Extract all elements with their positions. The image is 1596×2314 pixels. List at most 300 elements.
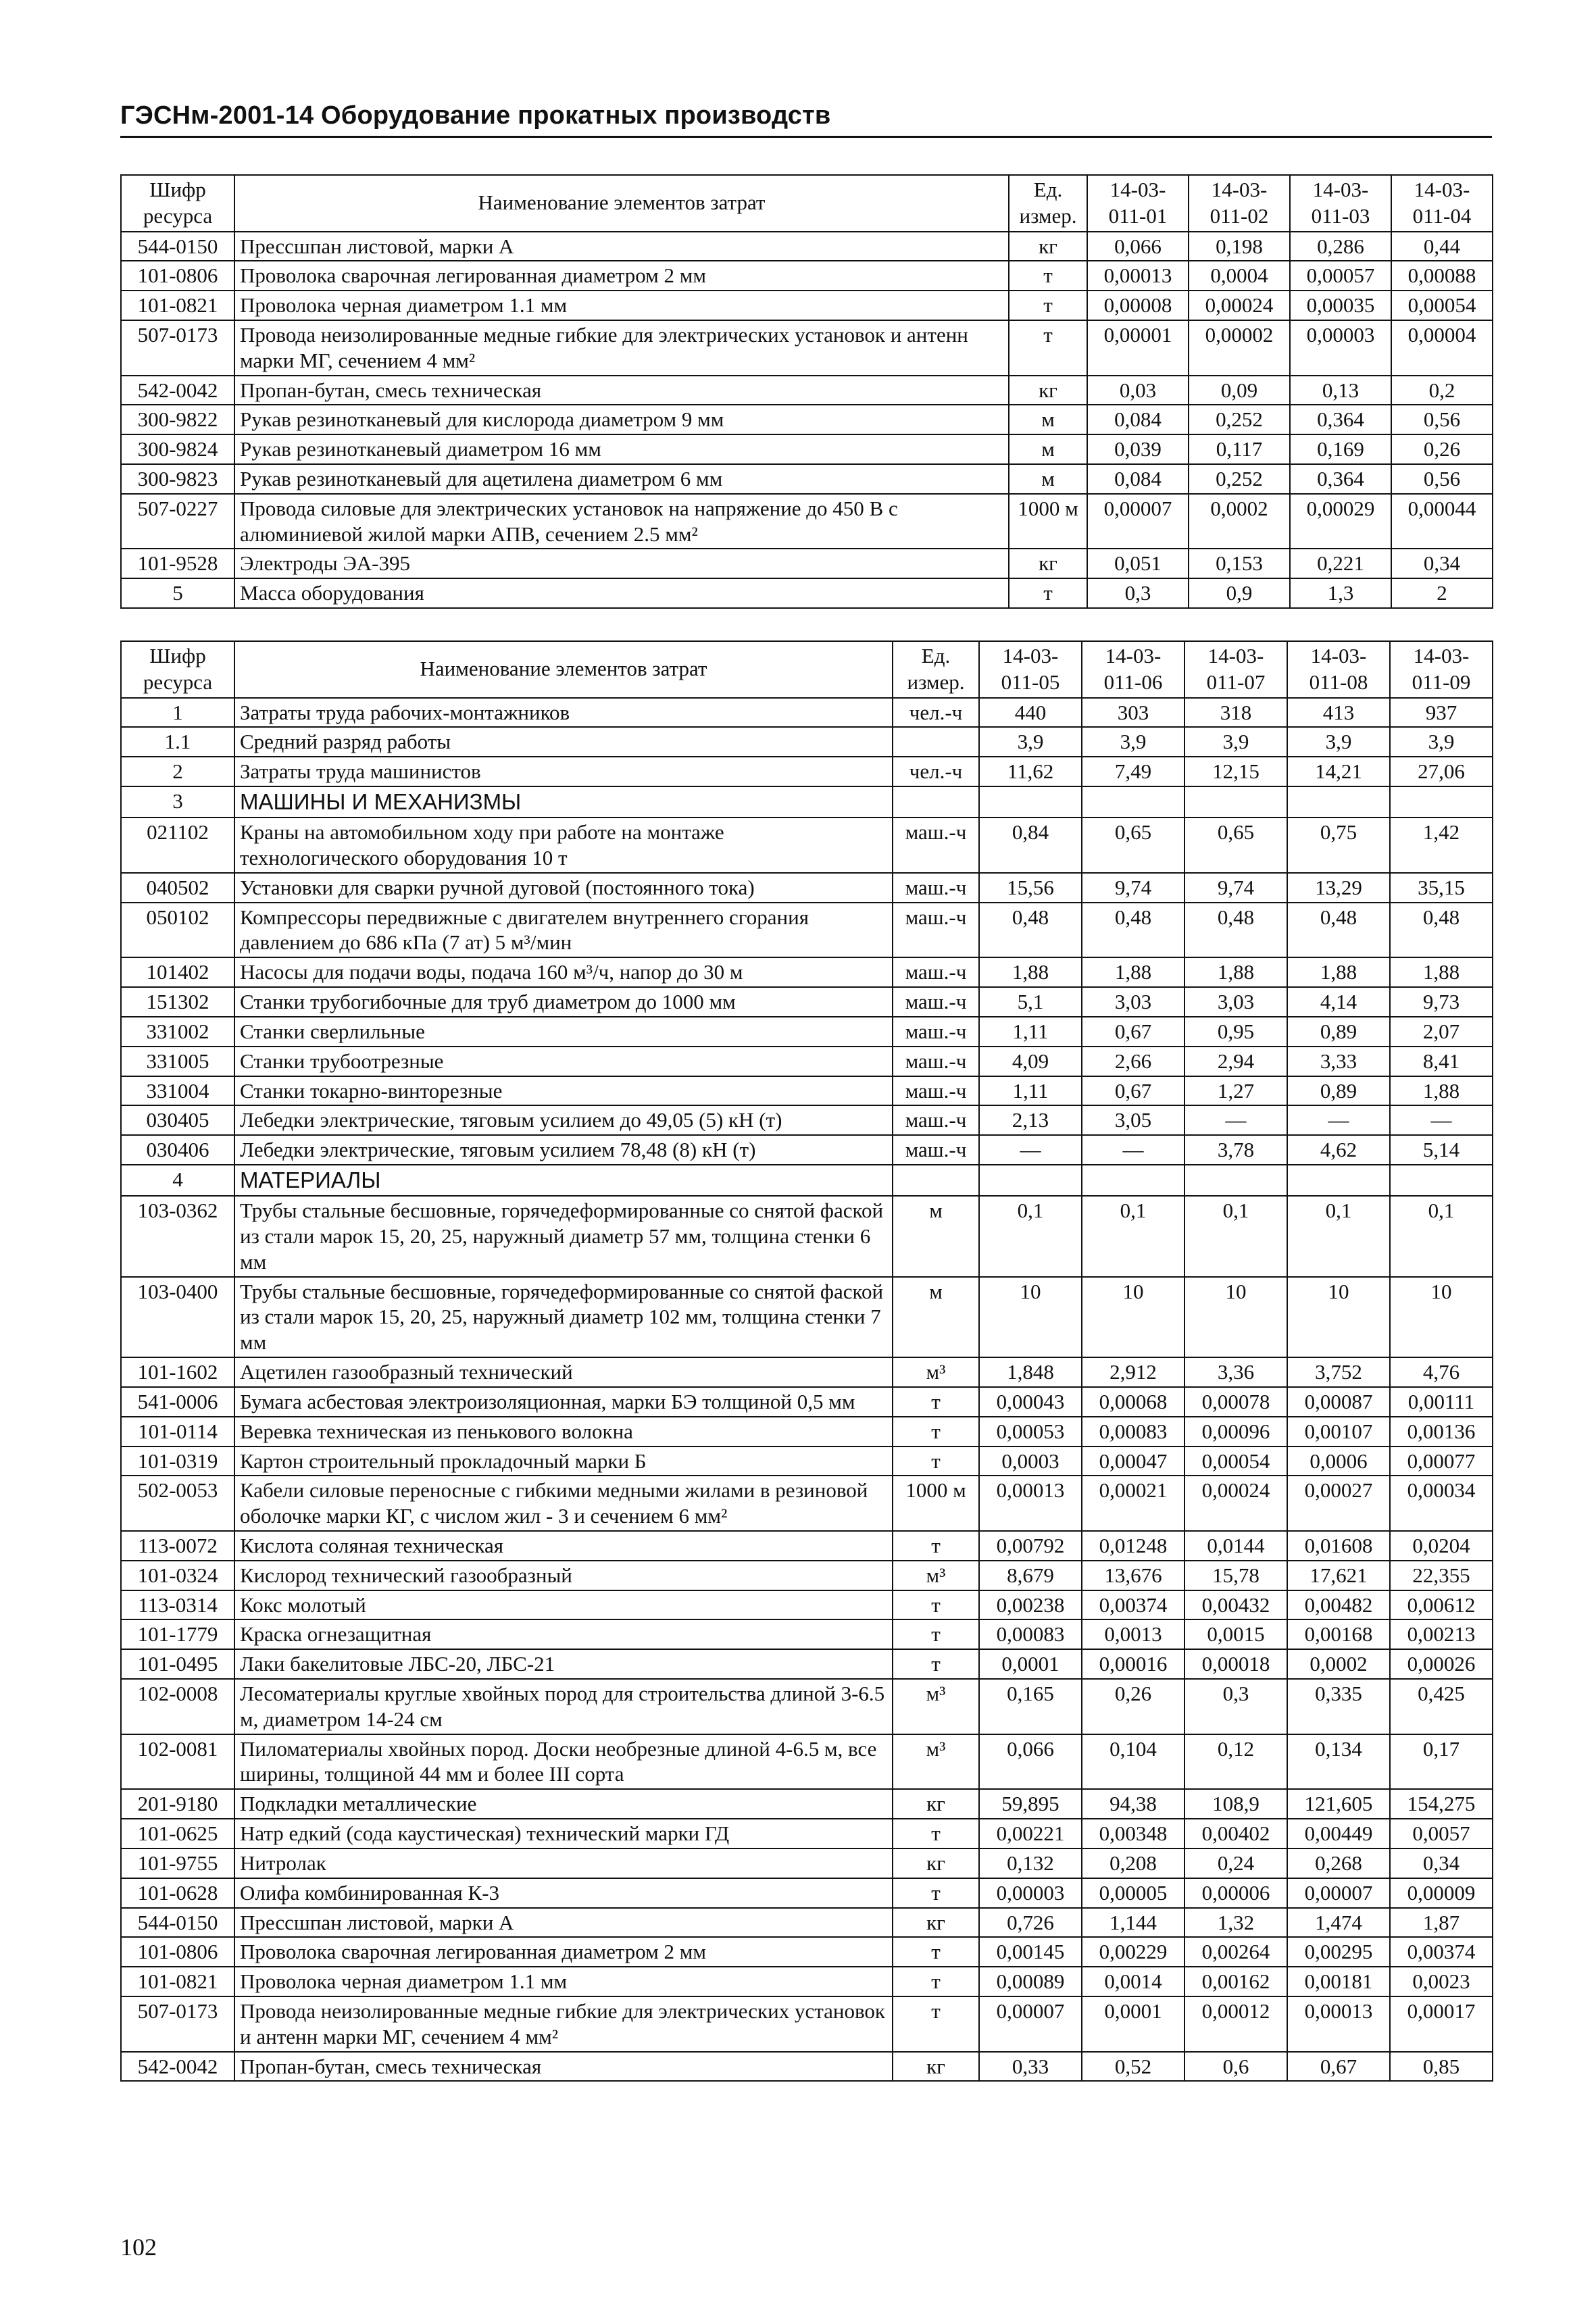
resource-name: Краны на автомобильном ходу при работе на монтаже технологического оборудования 10 т bbox=[234, 818, 893, 873]
table-row bbox=[121, 1357, 1493, 1387]
resource-table-1 bbox=[120, 174, 1493, 609]
value-cell: 0,67 bbox=[1287, 2052, 1390, 2082]
value-cell: 0,56 bbox=[1391, 464, 1493, 494]
value-cell: 27,06 bbox=[1390, 757, 1493, 786]
value-cell: 0,09 bbox=[1189, 376, 1290, 405]
value-cell: 0,00006 bbox=[1184, 1878, 1287, 1908]
value-cell: 413 bbox=[1287, 698, 1390, 728]
value-cell: 0,0015 bbox=[1184, 1619, 1287, 1649]
unit-cell: т bbox=[893, 1619, 979, 1649]
unit-cell: м³ bbox=[893, 1679, 979, 1734]
value-cell: 0,00136 bbox=[1390, 1417, 1493, 1447]
unit-cell: м bbox=[1009, 405, 1087, 434]
table-row bbox=[121, 320, 1493, 376]
resource-code: 102-0081 bbox=[121, 1734, 234, 1790]
value-cell: 0,00181 bbox=[1287, 1967, 1390, 1996]
value-cell: 1,88 bbox=[1390, 1076, 1493, 1106]
value-cell: 3,9 bbox=[979, 727, 1082, 757]
column-header-price-code: 14-03-011-06 bbox=[1082, 641, 1184, 698]
unit-cell: кг bbox=[893, 2052, 979, 2082]
unit-cell: м³ bbox=[893, 1357, 979, 1387]
value-cell: 0,00029 bbox=[1290, 494, 1391, 549]
value-cell: 318 bbox=[1184, 698, 1287, 728]
column-header-price-code: 14-03-011-07 bbox=[1184, 641, 1287, 698]
value-cell: 0,1 bbox=[1287, 1196, 1390, 1276]
value-cell: 3,33 bbox=[1287, 1047, 1390, 1076]
resource-code: 040502 bbox=[121, 873, 234, 903]
resource-code: 113-0314 bbox=[121, 1590, 234, 1620]
value-cell: 0,44 bbox=[1391, 232, 1493, 261]
unit-cell: т bbox=[1009, 578, 1087, 608]
resource-name: Провода неизолированные медные гибкие для электрических установок и антенн марки МГ, сечением 4 мм² bbox=[234, 1996, 893, 2052]
value-cell: 0,00077 bbox=[1390, 1447, 1493, 1476]
value-cell: 4,62 bbox=[1287, 1135, 1390, 1165]
unit-cell: т bbox=[893, 1387, 979, 1417]
value-cell: 0,26 bbox=[1082, 1679, 1184, 1734]
value-cell: 0,0002 bbox=[1189, 494, 1290, 549]
value-cell: 0,726 bbox=[979, 1908, 1082, 1938]
value-cell: 0,286 bbox=[1290, 232, 1391, 261]
value-cell: 2 bbox=[1391, 578, 1493, 608]
resource-name: Кокс молотый bbox=[234, 1590, 893, 1620]
value-cell: 0,00047 bbox=[1082, 1447, 1184, 1476]
value-cell: 11,62 bbox=[979, 757, 1082, 786]
table-row bbox=[121, 1387, 1493, 1417]
resource-name: Провода силовые для электрических установок на напряжение до 450 В с алюминиевой жилой марки АПВ, сечением 2.5 мм² bbox=[234, 494, 1009, 549]
unit-cell: маш.-ч bbox=[893, 1135, 979, 1165]
value-cell: 0,34 bbox=[1390, 1848, 1493, 1878]
resource-code: 101-9755 bbox=[121, 1848, 234, 1878]
value-cell: — bbox=[1082, 1135, 1184, 1165]
value-cell: 0,425 bbox=[1390, 1679, 1493, 1734]
value-cell: 0,67 bbox=[1082, 1076, 1184, 1106]
unit-cell: м bbox=[1009, 464, 1087, 494]
value-cell: 1,88 bbox=[1287, 957, 1390, 987]
value-cell bbox=[1287, 1165, 1390, 1196]
value-cell: 937 bbox=[1390, 698, 1493, 728]
value-cell: 0,00044 bbox=[1391, 494, 1493, 549]
unit-cell: кг bbox=[1009, 376, 1087, 405]
value-cell: 0,03 bbox=[1087, 376, 1189, 405]
value-cell: 0,252 bbox=[1189, 464, 1290, 494]
unit-cell: т bbox=[893, 1819, 979, 1848]
table-row bbox=[121, 1649, 1493, 1679]
value-cell: — bbox=[979, 1135, 1082, 1165]
resource-code: 101-1779 bbox=[121, 1619, 234, 1649]
page-title: ГЭСНм-2001-14 Оборудование прокатных производств bbox=[120, 101, 831, 130]
unit-cell: т bbox=[1009, 320, 1087, 376]
value-cell: 0,051 bbox=[1087, 549, 1189, 578]
value-cell: 0,12 bbox=[1184, 1734, 1287, 1790]
table-row bbox=[121, 1590, 1493, 1620]
table-row bbox=[121, 1967, 1493, 1996]
value-cell: 9,74 bbox=[1082, 873, 1184, 903]
value-cell: 0,165 bbox=[979, 1679, 1082, 1734]
resource-name: Лаки бакелитовые ЛБС-20, ЛБС-21 bbox=[234, 1649, 893, 1679]
value-cell: 0,364 bbox=[1290, 405, 1391, 434]
value-cell: 4,14 bbox=[1287, 987, 1390, 1017]
resource-code: 507-0173 bbox=[121, 1996, 234, 2052]
value-cell: 0,00002 bbox=[1189, 320, 1290, 376]
value-cell: 0,1 bbox=[979, 1196, 1082, 1276]
table-row bbox=[121, 1908, 1493, 1938]
value-cell: 0,00482 bbox=[1287, 1590, 1390, 1620]
column-header-price-code: 14-03-011-09 bbox=[1390, 641, 1493, 698]
value-cell: 0,3 bbox=[1184, 1679, 1287, 1734]
unit-cell: м bbox=[893, 1196, 979, 1276]
value-cell: 3,36 bbox=[1184, 1357, 1287, 1387]
value-cell: 0,00007 bbox=[1287, 1878, 1390, 1908]
resource-code: 101402 bbox=[121, 957, 234, 987]
value-cell: 0,2 bbox=[1391, 376, 1493, 405]
table-row bbox=[121, 1447, 1493, 1476]
unit-cell: т bbox=[893, 1878, 979, 1908]
table-row bbox=[121, 1619, 1493, 1649]
resource-name: Олифа комбинированная К-3 bbox=[234, 1878, 893, 1908]
table-body bbox=[121, 698, 1493, 2082]
value-cell: 0,00221 bbox=[979, 1819, 1082, 1848]
table-row bbox=[121, 494, 1493, 549]
unit-cell: т bbox=[893, 1967, 979, 1996]
table-row bbox=[121, 757, 1493, 786]
table-header-row bbox=[121, 175, 1493, 232]
unit-cell: маш.-ч bbox=[893, 1076, 979, 1106]
table-row bbox=[121, 291, 1493, 320]
value-cell: 0,24 bbox=[1184, 1848, 1287, 1878]
table-row bbox=[121, 261, 1493, 291]
unit-cell: м bbox=[893, 1277, 979, 1357]
table-row bbox=[121, 2052, 1493, 2082]
resource-code: 331002 bbox=[121, 1017, 234, 1047]
value-cell: 3,752 bbox=[1287, 1357, 1390, 1387]
value-cell: 9,74 bbox=[1184, 873, 1287, 903]
resource-name: Лебедки электрические, тяговым усилием до 49,05 (5) кН (т) bbox=[234, 1105, 893, 1135]
resource-name: Затраты труда машинистов bbox=[234, 757, 893, 786]
resource-name: Проволока черная диаметром 1.1 мм bbox=[234, 291, 1009, 320]
value-cell: 0,00264 bbox=[1184, 1937, 1287, 1967]
resource-name: Рукав резинотканевый диаметром 16 мм bbox=[234, 434, 1009, 464]
value-cell: 0,13 bbox=[1290, 376, 1391, 405]
resource-code: 103-0400 bbox=[121, 1277, 234, 1357]
value-cell: 0,00168 bbox=[1287, 1619, 1390, 1649]
unit-cell: маш.-ч bbox=[893, 1105, 979, 1135]
value-cell: 0,0013 bbox=[1082, 1619, 1184, 1649]
value-cell: 3,03 bbox=[1184, 987, 1287, 1017]
value-cell: 0,89 bbox=[1287, 1076, 1390, 1106]
table-row bbox=[121, 1196, 1493, 1276]
table-row bbox=[121, 1476, 1493, 1531]
resource-code: 030405 bbox=[121, 1105, 234, 1135]
value-cell: 0,00096 bbox=[1184, 1417, 1287, 1447]
value-cell: 0,95 bbox=[1184, 1017, 1287, 1047]
resource-name: Лесоматериалы круглые хвойных пород для строительства длиной 3-6.5 м, диаметром 14-24 см bbox=[234, 1679, 893, 1734]
value-cell: 5,14 bbox=[1390, 1135, 1493, 1165]
resource-name: Нитролак bbox=[234, 1848, 893, 1878]
resource-name: Компрессоры передвижные с двигателем внутреннего сгорания давлением до 686 кПа (7 ат) 5 м³/мин bbox=[234, 903, 893, 958]
resource-code: 101-0806 bbox=[121, 1937, 234, 1967]
unit-cell: маш.-ч bbox=[893, 873, 979, 903]
unit-cell: 1000 м bbox=[1009, 494, 1087, 549]
resource-code: 300-9824 bbox=[121, 434, 234, 464]
value-cell: 0,65 bbox=[1184, 818, 1287, 873]
table-row bbox=[121, 1679, 1493, 1734]
value-cell: 1,87 bbox=[1390, 1908, 1493, 1938]
value-cell: 0,84 bbox=[979, 818, 1082, 873]
value-cell: 0,00449 bbox=[1287, 1819, 1390, 1848]
resource-name: Проволока сварочная легированная диаметром 2 мм bbox=[234, 1937, 893, 1967]
table-row bbox=[121, 957, 1493, 987]
table-row bbox=[121, 232, 1493, 261]
value-cell: 0,00001 bbox=[1087, 320, 1189, 376]
resource-name: Установки для сварки ручной дуговой (постоянного тока) bbox=[234, 873, 893, 903]
value-cell: 0,104 bbox=[1082, 1734, 1184, 1790]
value-cell: 0,00088 bbox=[1391, 261, 1493, 291]
value-cell: 1,11 bbox=[979, 1017, 1082, 1047]
table-row bbox=[121, 1135, 1493, 1165]
resource-name: Станки токарно-винторезные bbox=[234, 1076, 893, 1106]
value-cell: 0,0001 bbox=[1082, 1996, 1184, 2052]
section-title: МАШИНЫ И МЕХАНИЗМЫ bbox=[234, 786, 893, 818]
table-row bbox=[121, 698, 1493, 728]
value-cell: 0,17 bbox=[1390, 1734, 1493, 1790]
value-cell: 0,221 bbox=[1290, 549, 1391, 578]
value-cell: 0,34 bbox=[1391, 549, 1493, 578]
unit-cell bbox=[893, 727, 979, 757]
resource-name: Масса оборудования bbox=[234, 578, 1009, 608]
value-cell: 0,00018 bbox=[1184, 1649, 1287, 1679]
table-row bbox=[121, 1819, 1493, 1848]
value-cell: 1,88 bbox=[979, 957, 1082, 987]
value-cell: 0,00612 bbox=[1390, 1590, 1493, 1620]
value-cell: — bbox=[1287, 1105, 1390, 1135]
value-cell: 0,00374 bbox=[1390, 1937, 1493, 1967]
resource-code: 507-0227 bbox=[121, 494, 234, 549]
unit-cell: кг bbox=[1009, 232, 1087, 261]
value-cell: 0,00295 bbox=[1287, 1937, 1390, 1967]
value-cell: 1,474 bbox=[1287, 1908, 1390, 1938]
value-cell: 0,00013 bbox=[979, 1476, 1082, 1531]
value-cell: 8,679 bbox=[979, 1561, 1082, 1590]
value-cell bbox=[1390, 786, 1493, 818]
value-cell: 0,56 bbox=[1391, 405, 1493, 434]
unit-cell: маш.-ч bbox=[893, 1047, 979, 1076]
value-cell bbox=[1184, 786, 1287, 818]
table-row bbox=[121, 903, 1493, 958]
value-cell: 0,00068 bbox=[1082, 1387, 1184, 1417]
value-cell: 3,78 bbox=[1184, 1135, 1287, 1165]
value-cell: 0,00021 bbox=[1082, 1476, 1184, 1531]
table-row bbox=[121, 1076, 1493, 1106]
value-cell: 0,00024 bbox=[1184, 1476, 1287, 1531]
unit-cell: м³ bbox=[893, 1561, 979, 1590]
resource-name: Трубы стальные бесшовные, горячедеформированные со снятой фаской из стали марок 15, 20, 25, наружный диаметр 102 мм, толщина стенки 7 мм bbox=[234, 1277, 893, 1357]
unit-cell: маш.-ч bbox=[893, 1017, 979, 1047]
value-cell: 440 bbox=[979, 698, 1082, 728]
column-header-price-code: 14-03-011-08 bbox=[1287, 641, 1390, 698]
value-cell: 1,848 bbox=[979, 1357, 1082, 1387]
resource-code: 541-0006 bbox=[121, 1387, 234, 1417]
column-header-unit: Ед. измер. bbox=[1009, 175, 1087, 232]
resource-name: Подкладки металлические bbox=[234, 1789, 893, 1819]
value-cell: 2,912 bbox=[1082, 1357, 1184, 1387]
resource-name: Пропан-бутан, смесь техническая bbox=[234, 2052, 893, 2082]
resource-code: 021102 bbox=[121, 818, 234, 873]
value-cell: 2,94 bbox=[1184, 1047, 1287, 1076]
value-cell: 0,00007 bbox=[979, 1996, 1082, 2052]
resource-code: 030406 bbox=[121, 1135, 234, 1165]
value-cell: 0,066 bbox=[979, 1734, 1082, 1790]
resource-name: Бумага асбестовая электроизоляционная, марки БЭ толщиной 0,5 мм bbox=[234, 1387, 893, 1417]
value-cell: 1,88 bbox=[1390, 957, 1493, 987]
value-cell: 0,00053 bbox=[979, 1417, 1082, 1447]
unit-cell: м³ bbox=[893, 1734, 979, 1790]
resource-code: 101-1602 bbox=[121, 1357, 234, 1387]
value-cell: 0,208 bbox=[1082, 1848, 1184, 1878]
table-row bbox=[121, 405, 1493, 434]
value-cell: 0,0006 bbox=[1287, 1447, 1390, 1476]
value-cell: 0,00792 bbox=[979, 1531, 1082, 1561]
resource-name: Ацетилен газообразный технический bbox=[234, 1357, 893, 1387]
section-row bbox=[121, 1165, 1493, 1196]
value-cell: 0,65 bbox=[1082, 818, 1184, 873]
resource-table-2 bbox=[120, 640, 1493, 2082]
table-row bbox=[121, 987, 1493, 1017]
value-cell: 0,26 bbox=[1391, 434, 1493, 464]
unit-cell bbox=[893, 786, 979, 818]
value-cell: 0,00083 bbox=[979, 1619, 1082, 1649]
value-cell: 0,6 bbox=[1184, 2052, 1287, 2082]
value-cell: 0,00026 bbox=[1390, 1649, 1493, 1679]
value-cell: 0,33 bbox=[979, 2052, 1082, 2082]
value-cell: 4,09 bbox=[979, 1047, 1082, 1076]
value-cell bbox=[979, 786, 1082, 818]
unit-cell: маш.-ч bbox=[893, 987, 979, 1017]
value-cell: 0,00013 bbox=[1087, 261, 1189, 291]
resource-name: Краска огнезащитная bbox=[234, 1619, 893, 1649]
value-cell: 17,621 bbox=[1287, 1561, 1390, 1590]
value-cell: 0,00003 bbox=[979, 1878, 1082, 1908]
value-cell: 1,27 bbox=[1184, 1076, 1287, 1106]
value-cell: 0,01608 bbox=[1287, 1531, 1390, 1561]
value-cell: 0,134 bbox=[1287, 1734, 1390, 1790]
resource-code: 113-0072 bbox=[121, 1531, 234, 1561]
resource-code: 3 bbox=[121, 786, 234, 818]
column-header-code: Шифр ресурса bbox=[121, 641, 234, 698]
resource-code: 300-9823 bbox=[121, 464, 234, 494]
value-cell: 0,1 bbox=[1184, 1196, 1287, 1276]
value-cell: 0,89 bbox=[1287, 1017, 1390, 1047]
section-row bbox=[121, 786, 1493, 818]
value-cell: 5,1 bbox=[979, 987, 1082, 1017]
value-cell: 94,38 bbox=[1082, 1789, 1184, 1819]
value-cell: 0,0023 bbox=[1390, 1967, 1493, 1996]
value-cell: 0,00348 bbox=[1082, 1819, 1184, 1848]
value-cell: 0,00162 bbox=[1184, 1967, 1287, 1996]
value-cell: 0,3 bbox=[1087, 578, 1189, 608]
unit-cell: кг bbox=[1009, 549, 1087, 578]
value-cell: 2,13 bbox=[979, 1105, 1082, 1135]
resource-name: Пропан-бутан, смесь техническая bbox=[234, 376, 1009, 405]
value-cell: 10 bbox=[1082, 1277, 1184, 1357]
value-cell: 0,0004 bbox=[1189, 261, 1290, 291]
value-cell: 0,00087 bbox=[1287, 1387, 1390, 1417]
unit-cell: т bbox=[1009, 261, 1087, 291]
resource-code: 1.1 bbox=[121, 727, 234, 757]
value-cell: 0,00238 bbox=[979, 1590, 1082, 1620]
table-row bbox=[121, 1047, 1493, 1076]
resource-code: 101-0495 bbox=[121, 1649, 234, 1679]
resource-name: Станки сверлильные bbox=[234, 1017, 893, 1047]
table-row bbox=[121, 818, 1493, 873]
table-row bbox=[121, 434, 1493, 464]
table-header-row bbox=[121, 641, 1493, 698]
value-cell: 1,88 bbox=[1184, 957, 1287, 987]
unit-cell: т bbox=[893, 1937, 979, 1967]
unit-cell: маш.-ч bbox=[893, 818, 979, 873]
value-cell: 2,07 bbox=[1390, 1017, 1493, 1047]
resource-code: 542-0042 bbox=[121, 376, 234, 405]
resource-code: 101-0821 bbox=[121, 1967, 234, 1996]
value-cell: 3,9 bbox=[1184, 727, 1287, 757]
value-cell bbox=[1390, 1165, 1493, 1196]
value-cell: 0,00027 bbox=[1287, 1476, 1390, 1531]
value-cell: 0,00083 bbox=[1082, 1417, 1184, 1447]
value-cell: 0,268 bbox=[1287, 1848, 1390, 1878]
value-cell: 0,364 bbox=[1290, 464, 1391, 494]
resource-code: 331004 bbox=[121, 1076, 234, 1106]
value-cell: 13,676 bbox=[1082, 1561, 1184, 1590]
value-cell: 12,15 bbox=[1184, 757, 1287, 786]
resource-code: 2 bbox=[121, 757, 234, 786]
value-cell: 10 bbox=[979, 1277, 1082, 1357]
unit-cell: т bbox=[893, 1996, 979, 2052]
table-body bbox=[121, 232, 1493, 609]
resource-name: Провода неизолированные медные гибкие для электрических установок и антенн марки МГ, сечением 4 мм² bbox=[234, 320, 1009, 376]
value-cell: 10 bbox=[1390, 1277, 1493, 1357]
value-cell: 0,00432 bbox=[1184, 1590, 1287, 1620]
unit-cell: м bbox=[1009, 434, 1087, 464]
resource-code: 102-0008 bbox=[121, 1679, 234, 1734]
unit-cell: маш.-ч bbox=[893, 903, 979, 958]
resource-name: Затраты труда рабочих-монтажников bbox=[234, 698, 893, 728]
value-cell: 0,1 bbox=[1082, 1196, 1184, 1276]
value-cell: 0,0003 bbox=[979, 1447, 1082, 1476]
resource-code: 101-0628 bbox=[121, 1878, 234, 1908]
value-cell: 0,48 bbox=[1390, 903, 1493, 958]
value-cell: 0,00229 bbox=[1082, 1937, 1184, 1967]
section-title: МАТЕРИАЛЫ bbox=[234, 1165, 893, 1196]
resource-code: 5 bbox=[121, 578, 234, 608]
resource-code: 101-0319 bbox=[121, 1447, 234, 1476]
value-cell bbox=[1287, 786, 1390, 818]
unit-cell: маш.-ч bbox=[893, 957, 979, 987]
value-cell: 0,132 bbox=[979, 1848, 1082, 1878]
page-header bbox=[120, 101, 1492, 138]
table-row bbox=[121, 1848, 1493, 1878]
value-cell bbox=[1082, 1165, 1184, 1196]
value-cell: 0,039 bbox=[1087, 434, 1189, 464]
column-header-price-code: 14-03-011-04 bbox=[1391, 175, 1493, 232]
resource-name: Станки трубоотрезные bbox=[234, 1047, 893, 1076]
value-cell: 0,084 bbox=[1087, 405, 1189, 434]
value-cell: 0,00017 bbox=[1390, 1996, 1493, 2052]
column-header-price-code: 14-03-011-01 bbox=[1087, 175, 1189, 232]
value-cell: 0,00054 bbox=[1391, 291, 1493, 320]
unit-cell: т bbox=[893, 1590, 979, 1620]
value-cell: 0,0002 bbox=[1287, 1649, 1390, 1679]
value-cell: 3,03 bbox=[1082, 987, 1184, 1017]
resource-code: 544-0150 bbox=[121, 1908, 234, 1938]
